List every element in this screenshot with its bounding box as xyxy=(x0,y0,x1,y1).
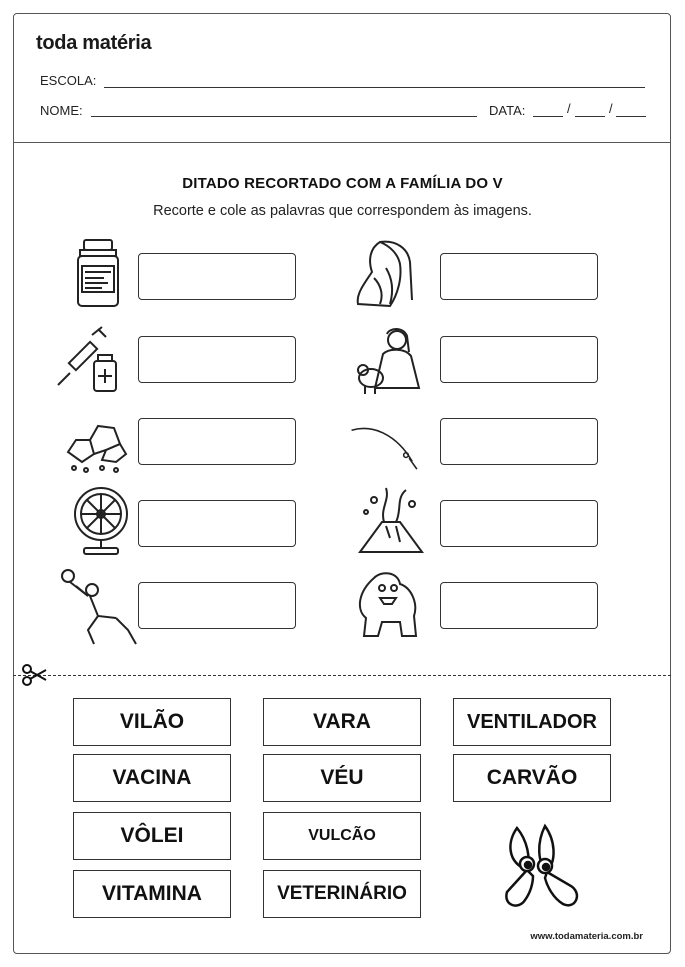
answer-box[interactable] xyxy=(138,253,296,300)
vitamin-bottle-icon xyxy=(64,238,134,308)
word-card[interactable]: VENTILADOR xyxy=(453,698,611,746)
answer-box[interactable] xyxy=(138,582,296,629)
date-year-line[interactable] xyxy=(616,116,646,117)
header-divider xyxy=(13,142,671,143)
date-separator: / xyxy=(609,101,613,116)
scissors-icon xyxy=(22,663,48,687)
brand-logo: toda matéria xyxy=(36,32,152,54)
answer-box[interactable] xyxy=(440,500,598,547)
cut-line xyxy=(13,675,671,676)
villain-monster-icon xyxy=(352,570,422,640)
date-label: DATA: xyxy=(489,103,526,118)
scissors-mascot-icon xyxy=(497,822,583,914)
name-field-line[interactable] xyxy=(91,116,477,117)
word-card[interactable]: VILÃO xyxy=(73,698,231,746)
answer-box[interactable] xyxy=(440,582,598,629)
school-field-line[interactable] xyxy=(104,87,645,88)
answer-box[interactable] xyxy=(440,253,598,300)
coal-icon xyxy=(62,410,132,480)
activity-instructions: Recorte e cole as palavras que correspondem às imagens. xyxy=(153,203,532,219)
word-card[interactable]: CARVÃO xyxy=(453,754,611,802)
veterinarian-icon xyxy=(353,326,423,396)
answer-box[interactable] xyxy=(440,336,598,383)
date-day-line[interactable] xyxy=(533,116,563,117)
volcano-icon xyxy=(356,486,426,556)
footer-url[interactable]: www.todamateria.com.br xyxy=(530,931,643,942)
fishing-rod-icon xyxy=(350,410,420,480)
word-card[interactable]: VETERINÁRIO xyxy=(263,870,421,918)
word-card[interactable]: VARA xyxy=(263,698,421,746)
answer-box[interactable] xyxy=(138,336,296,383)
word-card[interactable]: VACINA xyxy=(73,754,231,802)
word-card[interactable]: VÔLEI xyxy=(73,812,231,860)
word-card[interactable]: VÉU xyxy=(263,754,421,802)
fan-icon xyxy=(66,486,136,556)
veil-icon xyxy=(350,238,420,308)
answer-box[interactable] xyxy=(138,500,296,547)
volleyball-player-icon xyxy=(58,568,138,648)
vaccine-icon xyxy=(54,325,124,395)
answer-box[interactable] xyxy=(138,418,296,465)
name-label: NOME: xyxy=(40,103,83,118)
date-month-line[interactable] xyxy=(575,116,605,117)
word-card[interactable]: VITAMINA xyxy=(73,870,231,918)
word-card[interactable]: VULCÃO xyxy=(263,812,421,860)
date-separator: / xyxy=(567,101,571,116)
activity-title: DITADO RECORTADO COM A FAMÍLIA DO V xyxy=(182,175,503,192)
school-label: ESCOLA: xyxy=(40,73,97,88)
answer-box[interactable] xyxy=(440,418,598,465)
